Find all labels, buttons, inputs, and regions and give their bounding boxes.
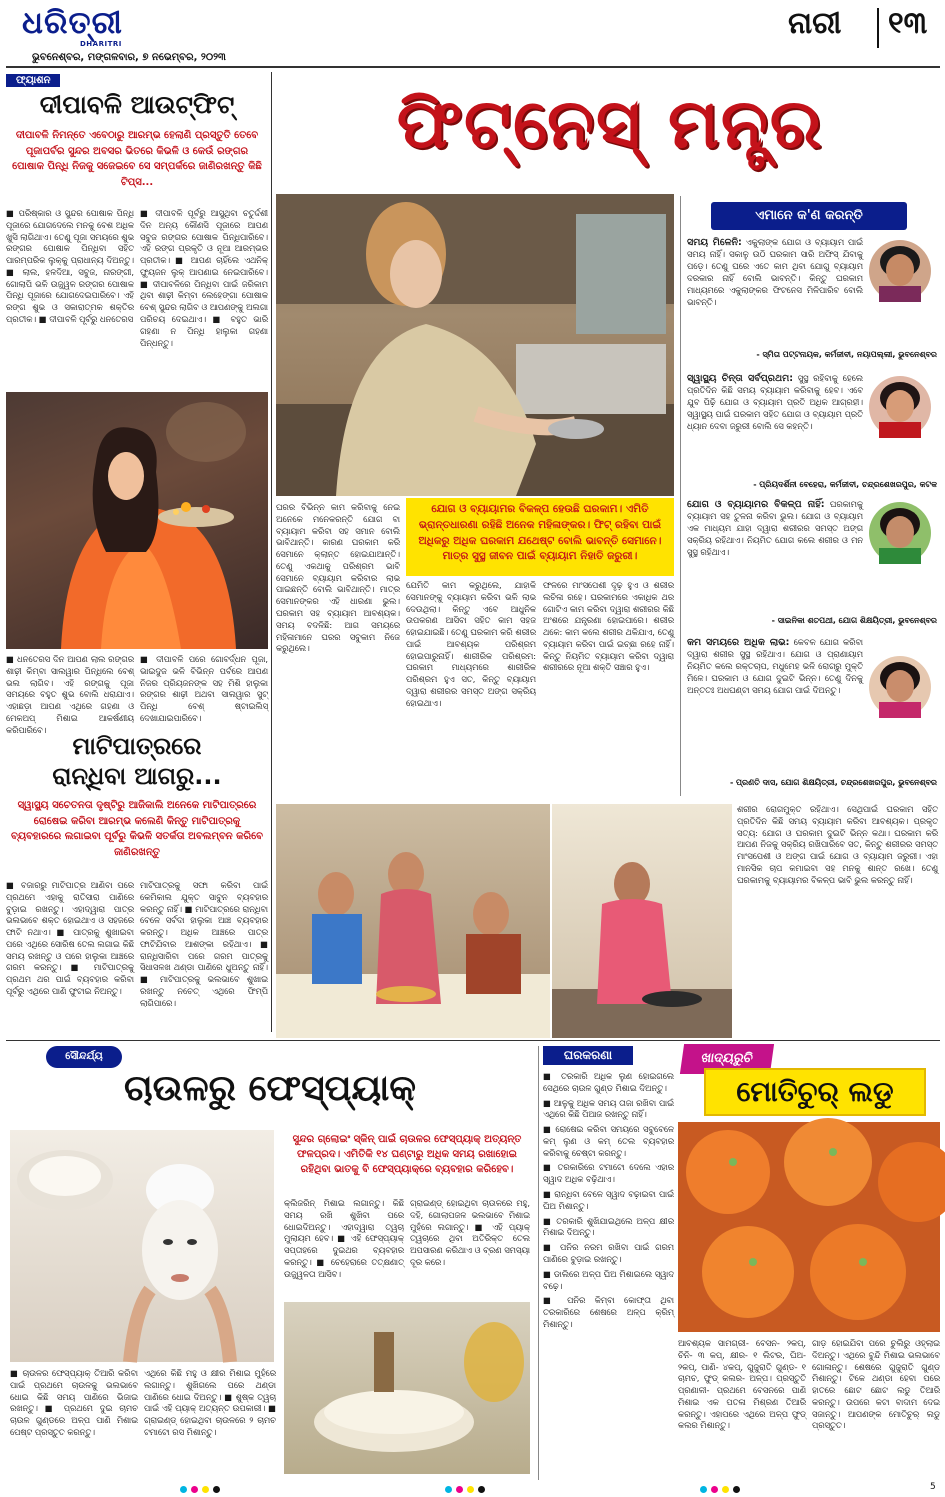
fitness-lead-col: ଘରର ବିଭିନ୍ନ କାମ କରିବାକୁ ନେଇ ଅନେକେ ମନେକରନ୍ତି ଯୋଗ ବା ବ୍ୟାୟାମ କରିବା ସହ ସମାନ ବୋଲି ଭାବିଥାନ୍ତି। କାରଣ ଘରକାମ କରି ସେମାନେ କ୍ଲାନ୍ତ ହୋଇଯାଆନ୍ତି। ତେଣୁ ଏକଥାକୁ ପରିଶ୍ରମ ଭାବି ସେମାନେ ବ୍ୟାୟାମ କରିବାର ଲାଭ ପାଇଛନ୍ତି ବୋଲି ଭାବିଥାନ୍ତି। ମାତ୍ର ସେମାନଙ୍କର ଏହି ଧାରଣା ଭୁଲ। ଘରକାମ ସହ ବ୍ୟାୟାମ ଆବଶ୍ୟକ। ସମୟ ବଦଳିଛି: ଆଗ ସମୟରେ ମହିଳାମାନେ ଘରର ସବୁକାମ ନିଜେ କରୁଥିଲେ। <box>276 502 400 654</box>
logo-odia-text: ଧରିତ୍ରୀ <box>22 5 123 41</box>
diwali-woman-photo <box>6 392 268 649</box>
fashion-col-4: ■ ଦୀପାବଳି ପରେ ଗୋବର୍ଦ୍ଧନ ପୂଜା, ଭାଇଦୁଜ ଭଳି ବିଭିନ୍ନ ପର୍ବରେ ଆପଣ ନିଜର ପ୍ରିୟଜନଙ୍କ ସହ ମିଶି ହାଲୁକା ରଙ୍ଗର ଶାଢ଼ୀ ଅଥବା ସାଲୱାର ସୁଟ୍ ପିନ୍ଧି ବେଶ୍ ଷ୍ଟାଇଲିସ୍ ଦେଖାଯାଇପାରିବେ। <box>140 654 268 723</box>
registration-marks-1 <box>180 1486 220 1493</box>
expert-item <box>687 636 937 792</box>
expert-author: - ପ୍ରଣତି ଦାସ, ଯୋଗ ଶିକ୍ଷୟିତ୍ରୀ, ଚନ୍ଦ୍ରଶେଖରପୁର, ଭୁବନେଶ୍ବର <box>729 778 937 787</box>
expert-item <box>687 372 937 496</box>
rice-paste-photo <box>284 1302 530 1474</box>
facepack-woman-photo <box>10 1130 274 1362</box>
matipatra-col-1: ■ ବଜାରରୁ ମାଟିପାତ୍ର ଆଣିବା ପରେ ପ୍ରଥମେ ଏହାକୁ ରାତିସାରା ପାଣିରେ ବୁଡ଼ାଇ ରଖନ୍ତୁ। ଏହାଦ୍ୱାରା ପାତ୍ର ଭଲଭାବେ ଶକ୍ତ ହୋଇଥାଏ ଓ ସହଜରେ ଫାଟି ନଥାଏ। ■ ପାତ୍ରକୁ ଶୁଖାଇବା ପରେ ଏଥିରେ ସୋରିଷ ତେଲ ଲଗାଇ କିଛି ସମୟ ରଖନ୍ତୁ ଓ ପରେ ହାଲୁକା ଆଞ୍ଚରେ ଗରମ କରନ୍ତୁ। ■ ମାଟିପାତ୍ରକୁ ପ୍ରଥମ ଥର ପାଇଁ ବ୍ୟବହାର କରିବା ପୂର୍ବରୁ ଏଥିରେ ପାଣି ଫୁଟାଇ ନିଅନ୍ତୁ। <box>6 880 134 997</box>
family-scene-illustration <box>276 804 550 1038</box>
gharakarana-header: ଘରକରଣା <box>543 1046 633 1065</box>
fitness-right-cont: ଶରୀର ରୋଗମୁକ୍ତ ରହିଥାଏ। ସେଥିପାଇଁ ଘରକାମ ସହିତ ପ୍ରତିଦିନ କିଛି ସମୟ ବ୍ୟାୟାମ କରିବା ଆବଶ୍ୟକ। ପ୍ରକୃତ ସତ୍ୟ: ଯୋଗ ଓ ଘରକାମ ଦୁଇଟି ଭିନ୍ନ କଥା। ଘରକାମ କରି ଆପଣ ନିଜକୁ ସକ୍ରିୟ ରଖିପାରିବେ ସତ, କିନ୍ତୁ ଶରୀରର ସମସ୍ତ ମାଂସପେଶୀ ଓ ଅଙ୍ଗ ପାଇଁ ଯୋଗ ଓ ବ୍ୟାୟାମ ଜରୁରୀ। ଏହା ମାନସିକ ଚାପ କମାଇବା ସହ ମନକୁ ଶାନ୍ତ ରଖେ। ତେଣୁ ଘରକାମକୁ ବ୍ୟାୟାମର ବିକଳ୍ପ ଭାବି ଭୁଲ କରନ୍ତୁ ନାହିଁ। <box>737 804 938 885</box>
facepack-tag <box>46 1046 122 1068</box>
section-divider <box>877 8 879 48</box>
gharakarana-item: ■ ରାନ୍ଧିବା ବେଳେ ସ୍ୱାଦ ବଢ଼ାଇବା ପାଇଁ ଘିଅ ମିଶାନ୍ତୁ। <box>543 1189 674 1211</box>
facepack-col-1: କ୍ଲିଜରିନ୍ ମିଶାଇ ଲଗାନ୍ତୁ। କିଛି ସମୟ ରଖି ଶୁଖିବା ପରେ ଧୋଇଦିଅନ୍ତୁ। ଏହାଦ୍ୱାରା ତ୍ୱଚା ମୁଲାୟମ ହେବ। ■ ଏହି ଫେସ୍‌ପ୍ୟାକ୍ ସପ୍ତାହରେ ଦୁଇଥର ବ୍ୟବହାର କରନ୍ତୁ। ■ ଚେହେରାରେ ତତ୍‌କ୍ଷଣାତ୍ ଉଜ୍ଜ୍ୱଳତା ଆସିବ। <box>284 1198 404 1279</box>
matipatra-deck: ସ୍ୱାସ୍ଥ୍ୟ ସଚେତନତା ଦୃଷ୍ଟିରୁ ଆଜିକାଲି ଅନେକେ ମାଟିପାତ୍ରରେ ରୋଷେଇ କରିବା ଆରମ୍ଭ କଲେଣି କିନ୍ତୁ ମାଟିପାତ୍ରକୁ ବ୍ୟବହାରରେ ଲଗାଇବା ପୂର୍ବରୁ କିଭଳି ସତର୍କତା ଅବଲମ୍ବନ କରିବେ ଜାଣିରଖନ୍ତୁ <box>11 800 263 858</box>
expert-item <box>687 498 937 632</box>
expert-heading: ଯୋଗ ଓ ବ୍ୟାୟାମର ବିକଳ୍ପ ନାହିଁ: <box>687 499 825 510</box>
matipatra-headline-2: ରାନ୍ଧିବା ଆଗରୁ... <box>52 762 222 790</box>
gharakarana-item: ■ ପନିର ନରମ ରଖିବା ପାଇଁ ଗରମ ପାଣିରେ ବୁଡ଼ାଇ ରଖନ୍ତୁ। <box>543 1242 674 1264</box>
fitness-headline: ଫିଟ୍‌ନେସ୍ ମନ୍ତ୍ର <box>396 85 824 164</box>
expert-heading: ସ୍ୱାସ୍ଥ୍ୟ ଚିନ୍ତା ସର୍ବପ୍ରଥମ: <box>687 373 794 384</box>
matipatra-section <box>6 732 268 1032</box>
expert-body: ଘରକାମକୁ ବ୍ୟାୟାମ ସହ ତୁଳନା କରିବା ଭୁଲ। ଯୋଗ ଓ ବ୍ୟାୟାମ ଏକ ମାଧ୍ୟମ ଯାହା ଦ୍ୱାରା ଶରୀରର ସମସ୍ତ ଅଙ୍ଗ ସକ୍ରିୟ ରହିଥାଏ। ନିୟମିତ ଯୋଗ କଲେ ଶରୀର ଓ ମନ ସୁସ୍ଥ ରହିଥାଏ। <box>687 499 863 557</box>
matipatra-headline-1: ମାଟିପାତ୍ରରେ <box>72 732 202 760</box>
page-number: ୧୩ <box>888 6 928 41</box>
cooking-scene-illustration <box>552 804 732 1038</box>
fashion-deck: ଦୀପାବଳି ନିମନ୍ତେ ଏବେଠାରୁ ଆରମ୍ଭ ହେଲାଣି ପ୍ରସ୍ତୁତି ତେବେ ପୂଜାପର୍ବର ସୁନ୍ଦର ଅବସର ଭିତରେ କିଭଳି ଓ କେଉଁ ରଙ୍ଗର ପୋଷାକ ପିନ୍ଧି ନିଜକୁ ସଜେଇବେ ସେ ସମ୍ପର୍କରେ ଜାଣିରଖନ୍ତୁ କିଛି ଟିପ୍ସ... <box>12 130 262 188</box>
gharakarana-item: ■ ତରକାରିରେ ଟମାଟୋ ଦେଲେ ଏହାର ସ୍ୱାଦ ଅଧିକ ବଢ଼ିଥାଏ। <box>543 1162 674 1185</box>
registration-marks-3 <box>700 1486 740 1493</box>
kitchen-scene-illustration <box>276 194 674 496</box>
gharakarana-item: ■ ପନିର କିମ୍ବା କୋଫ୍ତା ଥିବା ତରକାରିରେ ଶେଷରେ ଅଳ୍ପ କ୍ରିମ୍ ମିଶାନ୍ତୁ। <box>543 1295 674 1329</box>
gharakarana-item: ■ ତରକାରି ଅଧିକ ଲୁଣ ହୋଇଗଲେ ସେଥିରେ ଚାଉଳ ଗୁଣ୍ଡ ମିଶାଇ ଦିଅନ୍ତୁ। <box>543 1071 674 1093</box>
masthead-rule <box>6 66 940 68</box>
woman-figure-illustration <box>6 392 268 649</box>
expert-body: ଏକୁଲାଙ୍କ ଯୋଗ ଓ ବ୍ୟାୟାମ ପାଇଁ ସମୟ ନାହିଁ। ସକାଳୁ ଉଠି ଘରକାମ ସାରି ଅଫିସ୍ ଯିବାକୁ ପଡ଼େ। ତେଣୁ ଘରେ ଏତେ କାମ ଥିବା ଯୋଗୁ ବ୍ୟାୟାମ ଦରକାର ନାହିଁ ବୋଲି ଭାବନ୍ତି। କିନ୍ତୁ ଘରକାମ ମାଧ୍ୟମରେ ଏକୁଲାଙ୍କର ଫିଟନେସ ମିଳିପାରିବ ବୋଲି ଭାବନ୍ତି। <box>687 237 863 307</box>
masthead <box>0 0 945 68</box>
facepack-section <box>6 1040 534 1480</box>
expert-author: - ସାଇନିକା ଶତପଥୀ, ଯୋଗ ଶିକ୍ଷୟିତ୍ରୀ, ଭୁବନେଶ୍ବର <box>771 616 937 625</box>
facepack-scene-illustration <box>10 1130 274 1362</box>
expert-author: - ସ୍ମିତା ପଟ୍ଟନାୟକ, କର୍ମଜୀବୀ, ନୟାପଲ୍ଲୀ, ଭୁବନେଶ୍ବର <box>756 350 937 359</box>
fashion-section <box>6 72 268 735</box>
laddu-headline-box <box>704 1068 926 1116</box>
laddu-col-2: ଗାଡ଼ ହୋଇଯିବା ପରେ ଚୁଲିରୁ ଓହ୍ଲାଇ ଦିଅନ୍ତୁ। ଏଥିରେ ବୁନ୍ଦି ମିଶାଇ ଭଲଭାବେ ଗୋଳାନ୍ତୁ। ଶେଷରେ ଗୁଜୁରାତି ଗୁଣ୍ଡ ମିଶାନ୍ତୁ। ଟିକେ ଥଣ୍ଡା ହେବା ପରେ ହାତରେ ଛୋଟ ଛୋଟ ଲଡୁ ତିଆରି କରନ୍ତୁ। ଉପରେ କଟା ବାଦାମ ଦେଇ ସଜାନ୍ତୁ। ଆପଣଙ୍କ ମୋତିଚୁର୍ ଲଡୁ ପ୍ରସ୍ତୁତ। <box>812 1338 940 1431</box>
footer-page-number: 5 <box>930 1482 936 1492</box>
laddu-col-1: ଆବଶ୍ୟକ ସାମଗ୍ରୀ- ବେସନ- ୨କପ୍, ଚିନି- ୩ କପ୍, କ୍ଷୀର- ୧ ଲିଟର, ଘିଅ- ୨କପ୍, ପାଣି- ୪କପ୍, ଗୁଜୁରାତି ଗୁଣ୍ଡ- ୧ ଚାମଚ, ଫୁଡ୍ କଲର- ଅଳ୍ପ। ପ୍ରସ୍ତୁତି ପ୍ରଣାଳୀ- ପ୍ରଥମେ ବେସନରେ ପାଣି ମିଶାଇ ଏକ ପତଳା ମିଶ୍ରଣ ତିଆରି କରନ୍ତୁ। ଏହାପରେ ଏଥିରେ ଅଳ୍ପ ଫୁଡ୍ କଲର ମିଶାନ୍ତୁ। <box>678 1338 806 1431</box>
dateline: ଭୁବନେଶ୍ବର, ମଙ୍ଗଳବାର, ୭ ନଭେମ୍ବର, ୨୦୨୩ <box>32 52 226 63</box>
gharakarana-list <box>543 1071 674 1471</box>
fashion-col-3: ■ ଧନତେରସ ଦିନ ଆପଣ ଲାଲ ରଙ୍ଗର ଶାଢ଼ୀ କିମ୍ବା ସାଲୱାର ପିନ୍ଧିଲେ ବେଶ୍ ଭଲ ଲାଗିବ। ଏହି ରଙ୍ଗକୁ ପୂଜା ସମୟରେ ବହୁତ ଶୁଭ ବୋଲି ଧରାଯାଏ। ଏହାଛଡ଼ା ଆପଣ ଏଥିରେ ଗହଣା ଓ ମେକଅପ୍ ମିଶାଇ ଆକର୍ଷଣୀୟ କରିପାରିବେ। <box>6 654 134 735</box>
gharakarana-item: ■ ତରକାରି ଶୁଖିଯାଇଥିଲେ ଅଳ୍ପ କ୍ଷୀର ମିଶାଇ ଦିଅନ୍ତୁ। <box>543 1215 674 1238</box>
facepack-col-2: ଗ୍ରାଇଣ୍ଡ୍ ହୋଇଥିବା ଚାଉଳରେ ମହୁ, ଦହି, ଗୋଲାପଜଳ ଭଲଭାବେ ମିଶାଇ ମୁହଁରେ ଲଗାନ୍ତୁ। ■ ଏହି ପ୍ୟାକ୍ ତ୍ୱଚାରେ ଥିବା ଅତିରିକ୍ତ ତେଲ ଅପସାରଣ କରିଥାଏ ଓ ବ୍ରଣ ସମସ୍ୟା ଦୂର କରେ। <box>410 1198 530 1267</box>
left-column-divider <box>271 72 272 1032</box>
section-name: ନାରୀ <box>788 6 842 41</box>
laddu-tag-label: ଖାଦ୍ୟରୁଚି <box>700 1051 754 1066</box>
newspaper-logo <box>22 2 172 52</box>
gharakarana-section <box>538 1046 674 1480</box>
facepack-col-a: ■ ଚାଉଳର ଫେସ୍‌ପ୍ୟାକ୍ ତିଆରି କରିବା ପାଇଁ ପ୍ରଥମେ ଚାଉଳକୁ ଭଲଭାବେ ଧୋଇ କିଛି ସମୟ ପାଣିରେ ଭିଜାଇ ରଖନ୍ତୁ। ■ ପ୍ରଥମେ ଦୁଇ ଚାମଚ ଚାଉଳ ଗୁଣ୍ଡରେ ଅଳ୍ପ ପାଣି ମିଶାଇ ପେଷ୍ଟ ପ୍ରସ୍ତୁତ କରନ୍ତୁ। <box>10 1368 138 1437</box>
experts-box <box>680 196 938 796</box>
laddu-section <box>678 1044 940 1480</box>
facepack-deck: ସୁନ୍ଦର ଗ୍ଲୋଇଂ ସ୍କିନ୍ ପାଇଁ ଚାଉଳର ଫେସ୍‌ପ୍ୟାକ୍ ଅତ୍ୟନ୍ତ ଫଳପ୍ରଦ। ଏମିତିକି ୧୪ ଘଣ୍ଟାରୁ ଅଧିକ ସମୟ ରଖାହୋଇ ରହିଥିବା ଭାତକୁ ବି ଫେସ୍‌ପ୍ୟାକ୍‌ରେ ବ୍ୟବହାର କରିହେବ। <box>292 1134 522 1175</box>
facepack-headline: ଚାଉଳରୁ ଫେସ୍‌ପ୍ୟାକ୍ <box>123 1068 416 1109</box>
laddu-balls-illustration <box>678 1122 940 1332</box>
gharakarana-item: ■ ରୋଷେଇ କରିବା ସମୟରେ ସବୁବେଳେ କମ୍ ଲୁଣ ଓ କମ୍ ତେଲ ବ୍ୟବହାର କରିବାକୁ ଚେଷ୍ଟା କରନ୍ତୁ। <box>543 1124 674 1158</box>
logo-en-text: DHARITRI <box>80 40 122 48</box>
facepack-tag-label: ସୌନ୍ଦର୍ଯ୍ୟ <box>65 1051 103 1062</box>
expert-photo <box>869 376 931 438</box>
fashion-col-1: ■ ପରିଷ୍କାର ଓ ସୁନ୍ଦର ପୋଷାକ ପିନ୍ଧି ପୂଜାରେ ଯୋଗଦେଲେ ମନକୁ ବେଶ ଅଧିକ ଖୁସି ଲାଗିଥାଏ। ତେଣୁ ପୂଜା ସମୟରେ ଶୁଭ ରଙ୍ଗର ପୋଷାକ ପିନ୍ଧିବା ସହିତ ପାରମ୍ପରିକ ଲୁକ୍‌କୁ ପ୍ରାଧାନ୍ୟ ଦିଅନ୍ତୁ। ■ ଲାଲ, ହଳଦିଆ, ସବୁଜ, ନାରଙ୍ଗୀ, ଗୋଲାପି ଭଳି ଉଜ୍ଜ୍ୱଳ ରଙ୍ଗର ପୋଷାକ ପିନ୍ଧି ପୂଜାରେ ଯୋଗଦେଇପାରିବେ। ଏହି ରଙ୍ଗ ଶୁଭ ଓ ସକାରାତ୍ମକ ଶକ୍ତିର ପ୍ରତୀକ। ■ ଦୀପାବଳି ପୂର୍ବରୁ ଧନତେରସ <box>6 208 134 325</box>
fitness-quote-box <box>406 498 674 576</box>
laddu-headline: ମୋତିଚୁର୍ ଲଡୁ <box>736 1075 894 1108</box>
cooking-woman-photo <box>552 804 732 1038</box>
fashion-headline: ଦୀପାବଳି ଆଉଟ୍‌ଫିଟ୍‌ <box>39 90 235 119</box>
expert-photo <box>869 240 931 302</box>
facepack-col-b: ଏଥିରେ କିଛି ମହୁ ଓ କ୍ଷୀର ମିଶାଇ ମୁହଁରେ ଲଗାନ୍ତୁ। ଶୁଖିଗଲେ ପରେ ଥଣ୍ଡା ପାଣିରେ ଧୋଇ ଦିଅନ୍ତୁ। ■ ଶୁଷ୍କ ତ୍ୱଚା ପାଇଁ ଏହି ପ୍ୟାକ୍ ଅତ୍ୟନ୍ତ ଉପକାରୀ। ■ ଗ୍ରାଇଣ୍ଡ୍ ହୋଇଥିବା ଚାଉଳରେ ୨ ଚାମଚ ଟମାଟୋ ରସ ମିଶାନ୍ତୁ। <box>144 1368 276 1437</box>
family-dining-photo <box>276 804 550 1038</box>
experts-banner: ଏମାନେ କ'ଣ କରନ୍ତି <box>711 202 907 230</box>
expert-body: କେବଳ ଯୋଗ କରିବା ଦ୍ୱାରା ଶରୀର ସୁସ୍ଥ ରହିଥାଏ। ଯୋଗ ଓ ପ୍ରାଣାୟାମ ନିୟମିତ କଲେ ରକ୍ତଚାପ, ମଧୁମେହ ଭଳି ରୋଗରୁ ମୁକ୍ତି ମିଳେ। ଘରକାମ ଓ ଯୋଗ ଦୁଇଟି ଭିନ୍ନ। ତେଣୁ ଦିନକୁ ଅନ୍ତତଃ ଅଧଘଣ୍ଟା ସମୟ ଯୋଗ ପାଇଁ ଦିଅନ୍ତୁ। <box>687 637 864 695</box>
laddu-photo <box>678 1122 940 1332</box>
gharakarana-item: ■ ଡାଲିରେ ଅଳ୍ପ ଘିଅ ମିଶାଇଲେ ସ୍ୱାଦ ବଢ଼େ। <box>543 1268 674 1291</box>
fashion-col-2: ■ ଦୀପାବଳି ପୂର୍ବରୁ ଆସୁଥିବା ଚତୁର୍ଦ୍ଦଶୀ ଦିନ ଅନ୍ୟ କୌଣସି ପୂଜାରେ ଆପଣ ସବୁଜ ରଙ୍ଗର ପୋଷାକ ପିନ୍ଧିପାରିବେ। ଏହି ରଙ୍ଗ ପ୍ରକୃତି ଓ ନୂଆ ଆରମ୍ଭର ପ୍ରତୀକ। ■ ଆପଣ ଚାହିଁଲେ ଏଥନିକ୍ ଫ୍ୟୁଜନ ଲୁକ୍ ଆପଣାଇ ନେଇପାରିବେ। ■ ଦୀପାବଳିରେ ପିନ୍ଧିବା ପାଇଁ ଜରିକାମ ଥିବା ଶାଢ଼ୀ କିମ୍ବା ଲେହେଙ୍ଗା ପୋଷାକ ବେଶ୍ ସୁନ୍ଦର ଲାଗିବ ଓ ଆପଣଙ୍କୁ ଅଲଗା ପରିଚୟ ଦେଇଥାଏ। ■ ବହୁତ ଭାରି ଗହଣା ନ ପିନ୍ଧି ହାଲୁକା ଗହଣା ପିନ୍ଧନ୍ତୁ। <box>140 208 268 348</box>
fitness-col-2: ଯେମିତି କାମ କରୁଥିଲେ, ଯାହାକି ସେମାନଙ୍କୁ ବ୍ୟାୟାମ କରିବା ଭଳି ଲାଭ ଦେଉଥିଲା। କିନ୍ତୁ ଏବେ ଆଧୁନିକ ଉପକରଣ ଆସିବା ସହିତ କାମ ସହଜ ହୋଇଯାଇଛି। ତେଣୁ ଘରକାମ କରି ଶରୀର ପାଇଁ ଆବଶ୍ୟକ ପରିଶ୍ରମ ହୋଇପାରୁନାହିଁ। ଶାରୀରିକ ପରିଶ୍ରମ: ଘରକାମ ମାଧ୍ୟମରେ ଶାରୀରିକ ପରିଶ୍ରମ ହୁଏ ସତ, କିନ୍ତୁ ବ୍ୟାୟାମ ଦ୍ୱାରା ଶରୀରର ସମସ୍ତ ଅଙ୍ଗ ସକ୍ରିୟ ହୋଇଥାଏ। <box>406 580 536 708</box>
expert-body: ସୁସ୍ଥ ରହିବାକୁ ହେଲେ ପ୍ରତିଦିନ କିଛି ସମୟ ବ୍ୟାୟାମ କରିବାକୁ ହେବ। ଏବେ ଯୁବ ପିଢ଼ି ଯୋଗ ଓ ବ୍ୟାୟାମ ପ୍ରତି ଅଧିକ ଆଗ୍ରହୀ। ସ୍ୱାସ୍ଥ୍ୟ ପାଇଁ ଘରକାମ ସହିତ ଯୋଗ ଓ ବ୍ୟାୟାମ ପ୍ରତି ଧ୍ୟାନ ଦେବା ଜରୁରୀ ବୋଲି ସେ କହନ୍ତି। <box>687 373 863 431</box>
gharakarana-item: ■ ଆଳୁକୁ ଅଧିକ ସମୟ ତାଜା ରଖିବା ପାଇଁ ଏଥିରେ କିଛି ପିଆଜ ରଖନ୍ତୁ ନାହିଁ। <box>543 1097 674 1120</box>
matipatra-col-2: ମାଟିପାତ୍ରକୁ ସଫା କରିବା ପାଇଁ କେମିକାଲ ଯୁକ୍ତ ସାବୁନ ବ୍ୟବହାର କରନ୍ତୁ ନାହିଁ। ■ ମାଟିପାତ୍ରରେ ରାନ୍ଧିବା ବେଳେ ସର୍ବଦା ହାଲୁକା ଆଞ୍ଚ ବ୍ୟବହାର କରନ୍ତୁ। ଅଧିକ ଆଞ୍ଚରେ ପାତ୍ର ଫାଟିଯିବାର ଆଶଙ୍କା ରହିଥାଏ। ■ ରାନ୍ଧିସାରିବା ପରେ ଗରମ ପାତ୍ରକୁ ସିଧାସଳଖ ଥଣ୍ଡା ପାଣିରେ ଧୁଅନ୍ତୁ ନାହିଁ। ■ ମାଟିପାତ୍ରକୁ ଭଲଭାବେ ଶୁଖାଇ ରଖନ୍ତୁ ନଚେତ୍ ଏଥିରେ ଫିମ୍ପି ଲାଗିପାରେ। <box>140 880 268 1008</box>
registration-marks-2 <box>445 1486 485 1493</box>
print-footer <box>0 1482 945 1497</box>
expert-heading: ସମୟ ମିଳେନି: <box>687 237 742 248</box>
expert-photo <box>869 656 931 718</box>
expert-heading: କମ ସମୟରେ ଅଧିକ ଲାଭ: <box>687 637 790 648</box>
fashion-kicker: ଫ୍ୟାଶନ <box>6 74 60 87</box>
expert-photo <box>869 502 931 564</box>
fitness-quote: ଯୋଗ ଓ ବ୍ୟାୟାମର ବିକଳ୍ପ ହେଉଛି ଘରକାମ। ଏମିତି ଭ୍ରାନ୍ତଧାରଣା ରହିଛି ଅନେକ ମହିଳାଙ୍କର। ଫିଟ୍ ରହିବା ପାଇଁ ଅଧିକରୁ ଅଧିକ ଘରକାମ ଯଥେଷ୍ଟ ବୋଲି ଭାବନ୍ତି ସେମାନେ। ମାତ୍ର ସୁସ୍ଥ ଜୀବନ ପାଇଁ ବ୍ୟାୟାମ ନିହାତି ଜରୁରୀ। <box>418 503 662 563</box>
rice-bowl-illustration <box>284 1302 530 1474</box>
expert-author: - ପ୍ରିୟଦର୍ଶିନୀ ବେହେରା, କର୍ମଜୀବୀ, ଚନ୍ଦ୍ରଶେଖରପୁର, କଟକ <box>753 480 937 489</box>
fitness-col-3: ଫଳରେ ମାଂସପେଶୀ ଦୃଢ଼ ହୁଏ ଓ ଶରୀର ଲଚିଳା ରହେ। ଘରକାମରେ ଏକାଧିକ ଥର ଗୋଟିଏ କାମ କରିବା ଦ୍ୱାରା ଶରୀରର କିଛି ଅଂଶରେ ଯନ୍ତ୍ରଣା ହୋଇପାରେ। ଶରୀର ଥକେ: କାମ କଲେ ଶରୀର ଥକିଯାଏ, ତେଣୁ ବ୍ୟାୟାମ କରିବା ପାଇଁ ଇଚ୍ଛା ରହେ ନାହିଁ। କିନ୍ତୁ ନିୟମିତ ବ୍ୟାୟାମ କରିବା ଦ୍ୱାରା ଶରୀରରେ ନୂଆ ଶକ୍ତି ସଞ୍ଚାର ହୁଏ। <box>543 580 674 673</box>
kitchen-woman-photo <box>276 194 674 496</box>
expert-item <box>687 236 937 370</box>
